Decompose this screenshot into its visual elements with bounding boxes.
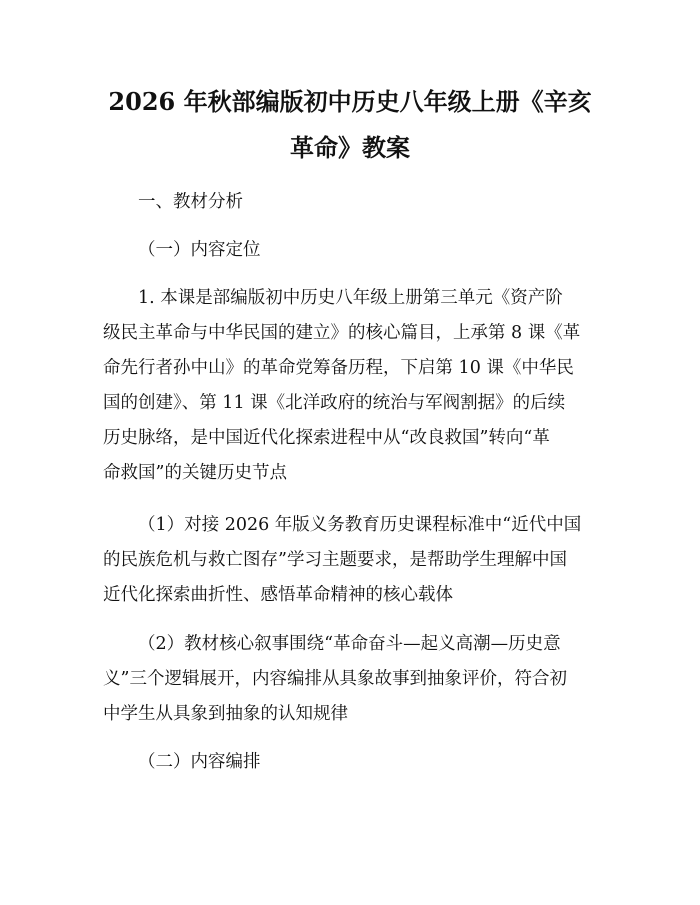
subsection-heading-content-positioning: （一）内容定位 <box>138 240 261 260</box>
paragraph-1-line-6: 命救国”的关键历史节点 <box>103 463 287 483</box>
document-title-line-1: 2026 年秋部编版初中历史八年级上册《辛亥 <box>108 87 592 116</box>
paragraph-1-line-4: 国的创建》、第 11 课《北洋政府的统治与军阀割据》的后续 <box>103 393 566 413</box>
paragraph-1-line-2: 级民主革命与中华民国的建立》的核心篇目，上承第 8 课《革 <box>103 323 581 343</box>
paragraph-2-line-3: 近代化探索曲折性、感悟革命精神的核心载体 <box>103 585 453 605</box>
paragraph-3-line-3: 中学生从具象到抽象的认知规律 <box>103 704 348 724</box>
paragraph-2-line-1: （1）对接 2026 年版义务教育历史课程标准中“近代中国 <box>138 515 582 535</box>
paragraph-2-line-2: 的民族危机与救亡图存”学习主题要求，是帮助学生理解中国 <box>103 550 567 570</box>
paragraph-1-line-5: 历史脉络，是中国近代化探索进程中从“改良救国”转向“革 <box>103 428 550 448</box>
paragraph-3-line-2: 义”三个逻辑展开，内容编排从具象故事到抽象评价，符合初 <box>103 669 567 689</box>
paragraph-3-line-1: （2）教材核心叙事围绕“革命奋斗—起义高潮—历史意 <box>138 634 561 654</box>
section-heading-teaching-material-analysis: 一、教材分析 <box>138 192 243 212</box>
subsection-heading-content-arrangement: （二）内容编排 <box>138 752 261 772</box>
paragraph-1-line-3: 命先行者孙中山》的革命党筹备历程，下启第 10 课《中华民 <box>103 358 574 378</box>
paragraph-1-line-1: 1. 本课是部编版初中历史八年级上册第三单元《资产阶 <box>138 288 563 308</box>
document-title-line-2: 革命》教案 <box>290 133 410 162</box>
